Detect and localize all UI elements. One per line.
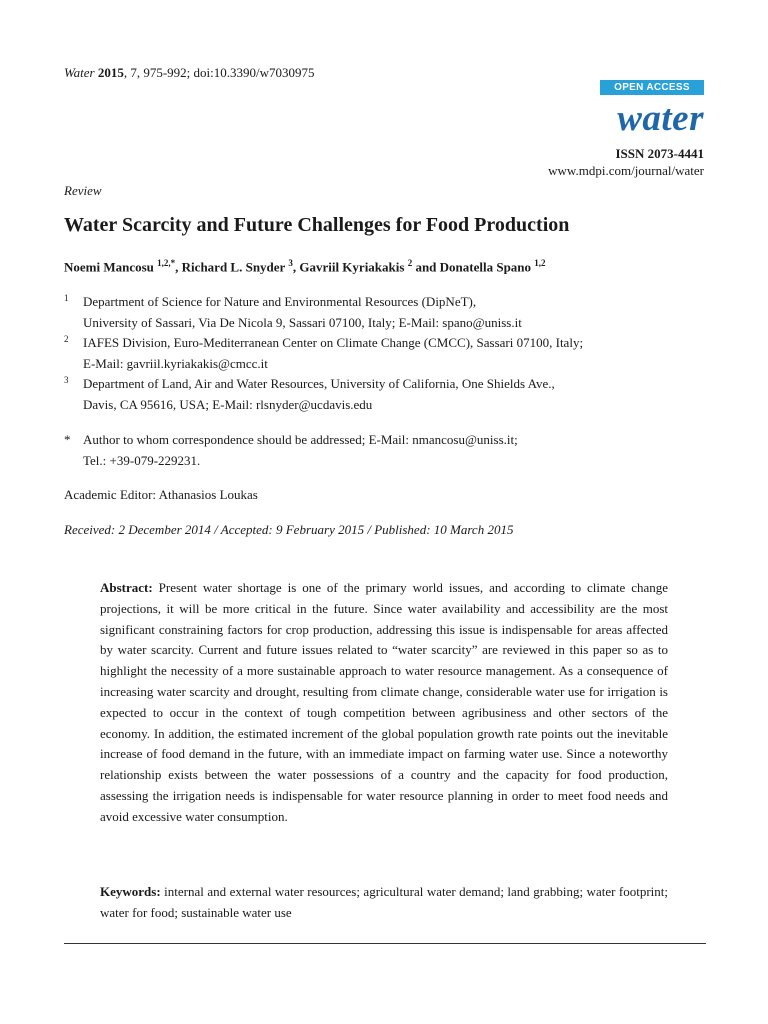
affiliation-line: University of Sassari, Via De Nicola 9, Sassari 07100, Italy; E-Mail: spano@uniss.it <box>83 314 522 330</box>
affiliation-line: Department of Land, Air and Water Resources, University of California, One Shields Ave., <box>83 376 555 391</box>
author-name: Donatella Spano <box>439 259 532 275</box>
keywords <box>100 882 668 924</box>
affiliation-line: E-Mail: gavriil.kyriakakis@cmcc.it <box>83 355 268 371</box>
affiliation-line: Department of Science for Nature and Environmental Resources (DipNeT), <box>83 294 477 309</box>
author-name: Gavriil Kyriakakis <box>299 259 405 275</box>
abstract <box>100 578 668 828</box>
publication-dates: Received: 2 December 2014 / Accepted: 9 February 2015 / Published: 10 March 2015 <box>64 522 514 537</box>
journal-url[interactable]: www.mdpi.com/journal/water <box>548 163 704 178</box>
author-name: Richard L. Snyder <box>181 259 286 275</box>
author-affiliation-mark: 1,2,* <box>157 258 176 268</box>
author-affiliation-mark: 3 <box>288 258 293 268</box>
affiliation-line: Davis, CA 95616, USA; E-Mail: rlsnyder@ucdavis.edu <box>83 396 373 412</box>
affiliation-mark: 3 <box>64 375 69 385</box>
correspondence-text <box>83 430 518 471</box>
author-name: Noemi Mancosu <box>64 259 154 275</box>
author-affiliation-mark: 1,2 <box>534 258 546 268</box>
affiliation-text <box>83 333 583 374</box>
citation-year: 2015 <box>97 65 124 80</box>
author-separator: , <box>175 259 182 275</box>
author-separator: and <box>412 259 440 275</box>
affiliation-text <box>83 374 555 415</box>
section-divider <box>64 943 706 944</box>
paper-title: Water Scarcity and Future Challenges for Food Production <box>64 214 570 236</box>
academic-editor: Academic Editor: Athanasios Loukas <box>64 487 258 502</box>
citation-details: , 7, 975-992; doi:10.3390/w7030975 <box>123 65 315 80</box>
correspondence-mark: * <box>64 432 71 447</box>
abstract-label: Abstract: <box>100 580 153 595</box>
correspondence-line: Tel.: +39-079-229231. <box>83 452 201 468</box>
journal-name: Water <box>64 65 95 80</box>
correspondence-line: Author to whom correspondence should be addressed; E-Mail: nmancosu@uniss.it; <box>83 432 518 447</box>
keywords-text: internal and external water resources; agricultural water demand; land grabbing; water footprint; water for food; sustainable water use <box>100 884 669 920</box>
affiliation-mark: 2 <box>64 334 69 344</box>
citation-line <box>64 65 315 81</box>
author-separator: , <box>292 259 300 275</box>
open-access-badge: OPEN ACCESS <box>600 80 704 95</box>
affiliation-line: IAFES Division, Euro-Mediterranean Center on Climate Change (CMCC), Sassari 07100, Italy; <box>83 335 584 350</box>
affiliation-mark: 1 <box>64 293 69 303</box>
keywords-label: Keywords: <box>100 884 161 899</box>
author-affiliation-mark: 2 <box>407 258 413 268</box>
journal-logo: water <box>617 98 704 139</box>
issn: ISSN 2073-4441 <box>615 146 704 161</box>
abstract-text: Present water shortage is one of the primary world issues, and according to climate change projections, it will be more critical in the future. Since water availability and accessibility are the most significant constraining factors for crop production, addressing this issue is indispensable for areas affected by water scarcity. Current and future issues related to “water scarcity” are reviewed in this paper so as to highlight the necessity of a more sustainable approach to water resource management. As a consequence of increasing water scarcity and drought, resulting from climate change, considerable water use for irrigation is expected to occur in the context of tough competition between agribusiness and other sectors of the economy. In addition, the estimated increment of the global population growth rate points out the inevitable increase of food demand in the future, with an immediate impact on farming water use. Since a noteworthy relationship exists between the water possessions of a country and the capacity for food production, assessing the irrigation needs is indispensable for water resource planning in order to meet food needs and avoid excessive water consumption. <box>100 580 669 824</box>
affiliation-text <box>83 292 522 333</box>
author-list <box>64 258 546 275</box>
article-type: Review <box>64 183 102 198</box>
